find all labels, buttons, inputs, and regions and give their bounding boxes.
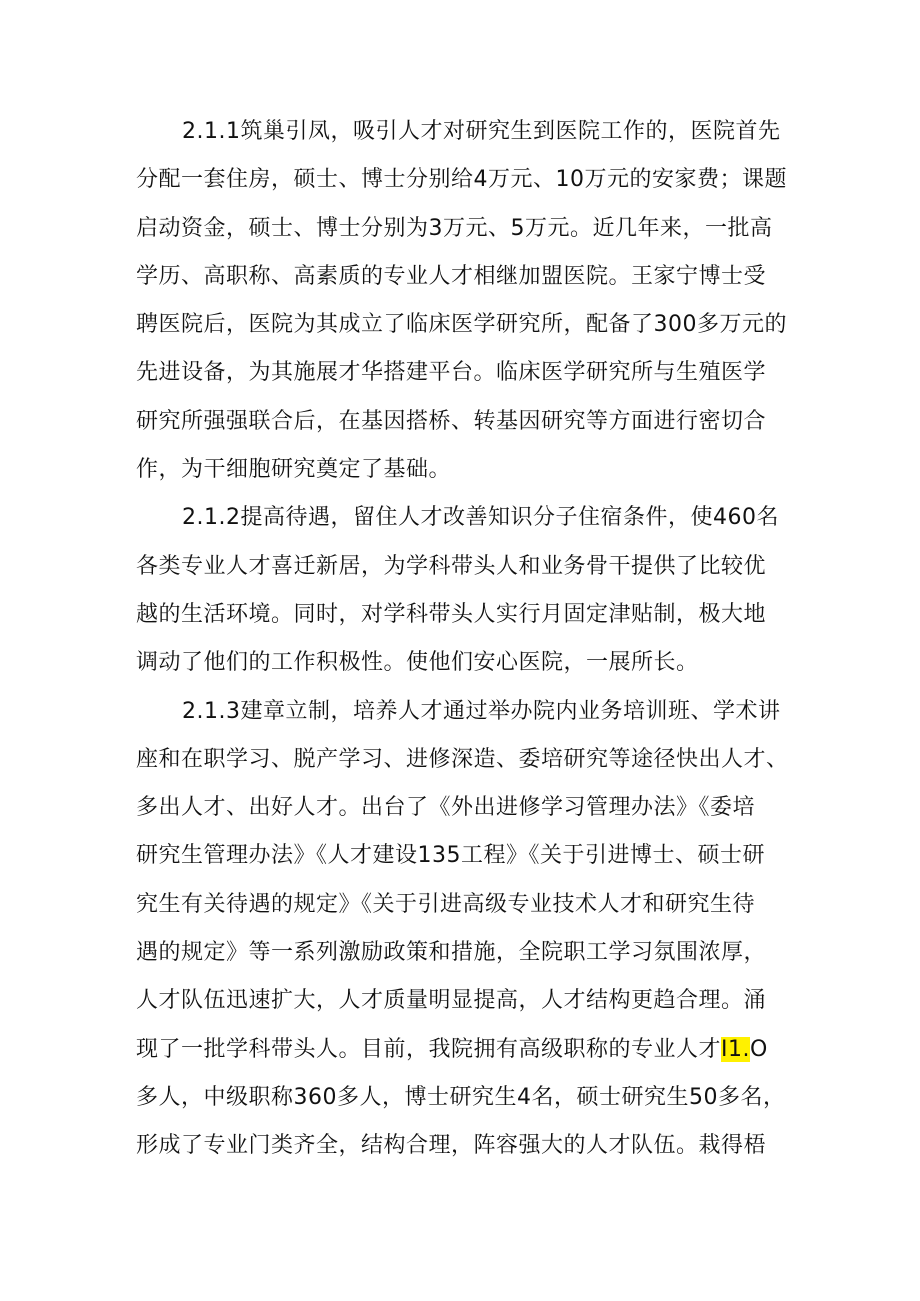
paragraph-2-line-2: 各类专业人才喜迁新居，为学科带头人和业务骨干提供了比较优: [136, 553, 767, 579]
paragraph-3-line-9: 多人，中级职称360多人，博士研究生4名，硕士研究生50多名，: [136, 1084, 786, 1110]
paragraph-3-line-3: 多出人才、出好人才。出台了《外出进修学习管理办法》《委培: [136, 795, 756, 821]
paragraph-3-highlight-line: [136, 1030, 788, 1078]
paragraph-3-line-7: 人才队伍迅速扩大，人才质量明显提高，人才结构更趋合理。涌: [136, 988, 767, 1014]
paragraph-1-line-5: 聘医院后，医院为其成立了临床医学研究所，配备了300多万元的: [136, 312, 787, 338]
paragraph-1-line-7: 研究所强强联合后，在基因搭桥、转基因研究等方面进行密切合: [136, 408, 767, 434]
paragraph-1-line-6: 先进设备，为其施展才华搭建平台。临床医学研究所与生殖医学: [136, 360, 767, 386]
paragraph-2-line-1: 2.1.2提高待遇，留住人才改善知识分子住宿条件，使460名: [182, 505, 779, 531]
paragraph-2-line-3: 越的生活环境。同时，对学科带头人实行月固定津贴制，极大地: [136, 601, 767, 627]
paragraph-1-line-1: 2.1.1筑巢引凤，吸引人才对研究生到医院工作的，医院首先: [182, 119, 781, 144]
highlight-line-text-before: 现了一批学科带头人。目前，我院拥有高级职称的专业人才: [136, 1036, 722, 1062]
paragraph-1-line-4: 学历、高职称、高素质的专业人才相继加盟医院。王家宁博士受: [136, 263, 767, 289]
paragraph-1-line-8: 作，为干细胞研究奠定了基础。: [136, 457, 452, 483]
paragraph-3-line-2: 座和在职学习、脱产学习、进修深造、委培研究等途径快出人才、: [136, 746, 789, 772]
paragraph-2-line-4: 调动了他们的工作积极性。使他们安心医院，一展所长。: [136, 650, 699, 676]
paragraph-3-line-10: 形成了专业门类齐全，结构合理，阵容强大的人才队伍。栽得梧: [136, 1133, 767, 1159]
paragraph-1-line-3: 启动资金，硕士、博士分别为3万元、5万元。近几年来，一批高: [136, 215, 773, 241]
paragraph-3-line-5: 究生有关待遇的规定》《关于引进高级专业技术人才和研究生待: [136, 891, 756, 917]
highlight-line-text-after: O: [750, 1036, 768, 1062]
paragraph-3-line-1: 2.1.3建章立制，培养人才通过举办院内业务培训班、学术讲: [182, 698, 781, 724]
paragraph-3-line-6: 遇的规定》等一系列激励政策和措施，全院职工学习氛围浓厚，: [136, 940, 767, 966]
paragraph-1-line-2: 分配一套住房，硕士、博士分别给4万元、10万元的安家费；课题: [136, 167, 787, 193]
highlighted-text: I1.: [721, 1036, 750, 1062]
document-body: [136, 112, 788, 1175]
paragraph-3-line-4: 研究生管理办法》《人才建设135工程》《关于引进博士、硕士研: [136, 843, 765, 869]
